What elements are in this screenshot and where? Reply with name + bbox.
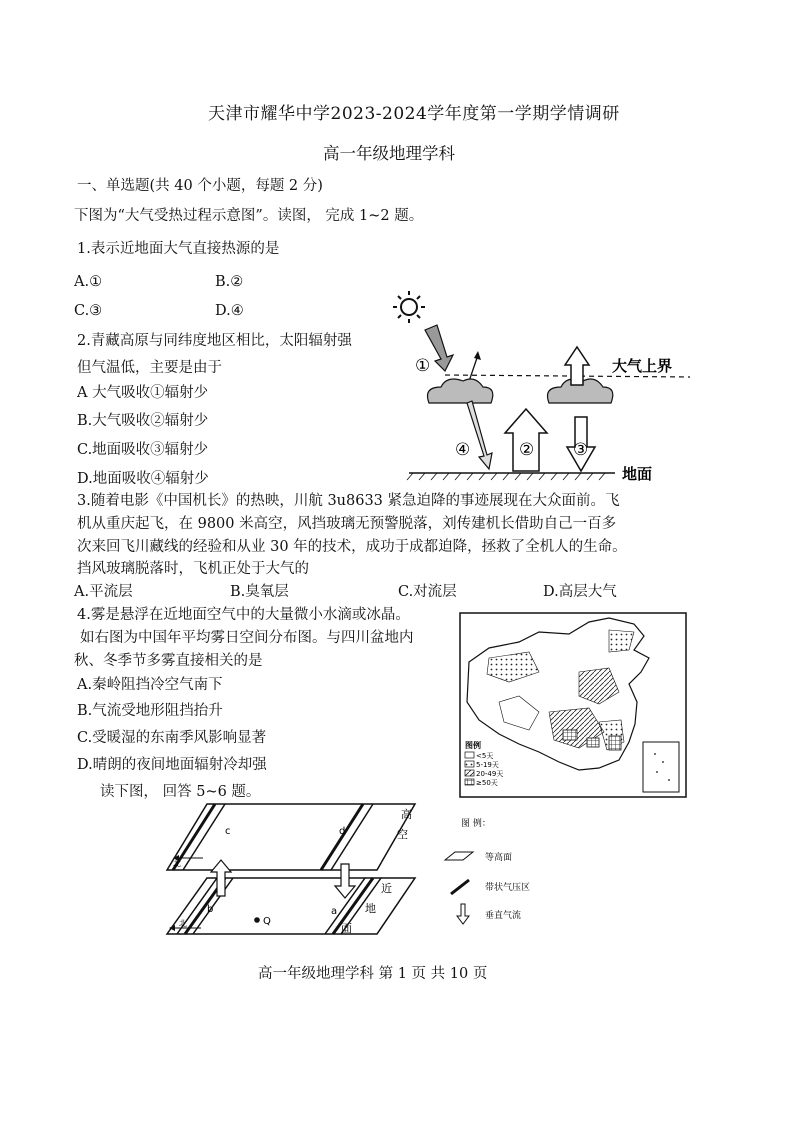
map-legend-item-3: 20-49天 [476,770,504,778]
q3-line-1: 3.随着电影《中国机长》的热映，川航 3u8633 紧急迫降的事迹展现在大众面前。飞 [77,493,620,509]
north-label-upper: 北 [173,859,181,868]
section-heading: 一、单选题(共 40 个小题，每题 2 分) [77,178,323,194]
label-1: ① [415,356,431,376]
map-legend-item-1: <5天 [476,752,494,760]
fig3-legend-item-3: 垂直气流 [485,911,522,921]
point-b: b [207,904,214,915]
north-label-lower: 北 [179,919,187,928]
map-legend-title: 图例 [465,741,481,750]
radiation-4-arrow [467,401,492,469]
china-fog-map [459,612,687,798]
near-label-1: 近 [381,882,392,895]
q4-line-3: 秋、冬季节多雾直接相关的是 [74,653,263,669]
high-label-1: 高 [401,808,412,821]
near-label-2: 地 [365,902,376,915]
map-legend-item-4: ≥50天 [476,779,498,787]
page-subtitle: 高一年级地理学科 [323,144,455,163]
q1-option-b[interactable]: B.② [215,274,244,290]
q2-option-d[interactable]: D.地面吸收④辐射少 [77,471,209,487]
map-legend-item-2: 5-19天 [476,761,499,769]
point-q: Q [263,916,271,927]
label-2: ② [519,440,535,460]
sichuan-basin-area [563,730,577,740]
point-q-marker [254,917,260,923]
q3-line-3: 次来回飞川藏线的经验和从业 30 年的技术，成功于成都迫降，拯救了全机人的生命。 [77,539,627,555]
intro-q5-6: 读下图， 回答 5~6 题。 [100,784,261,800]
page-title: 天津市耀华中学2023-2024学年度第一学期学情调研 [208,104,620,124]
fig3-legend-title: 图 例： [461,819,491,829]
fig3-legend-item-2: 带状气压区 [485,883,531,893]
point-d: d [339,826,346,837]
q3-option-d[interactable]: D.高层大气 [543,584,617,600]
q4-option-a[interactable]: A.秦岭阻挡冷空气南下 [77,677,223,693]
label-4: ④ [455,440,471,460]
point-a: a [331,906,338,917]
q4-line-1: 4.雾是悬浮在近地面空气中的大量微小水滴或冰晶。 [77,607,410,623]
q3-option-b[interactable]: B.臭氧层 [230,584,289,600]
q3-option-a[interactable]: A.平流层 [74,584,133,600]
fig3-legend-item-1: 等高面 [485,853,513,863]
intro-q1-2: 下图为“大气受热过程示意图”。读图， 完成 1~2 题。 [74,208,424,224]
page-footer: 高一年级地理学科 第 1 页 共 10 页 [258,966,488,982]
south-sea-inset [643,742,679,792]
q4-option-c[interactable]: C.受暖湿的东南季风影响显著 [77,730,267,746]
point-c: c [225,826,231,837]
q3-option-c[interactable]: C.对流层 [398,584,457,600]
upper-boundary-label: 大气上界 [612,357,673,375]
label-3: ③ [573,440,589,460]
atmosphere-heating-diagram [385,285,695,485]
q3-line-2: 机从重庆起飞，在 9800 米高空，风挡玻璃无预警脱落，刘传建机长借助自己一百多 [77,516,617,532]
ground-label: 地面 [622,465,653,483]
q2-option-b[interactable]: B.大气吸收②辐射少 [77,413,209,429]
near-label-3: 面 [341,922,352,935]
upper-boundary-line [445,375,690,377]
q2-option-c[interactable]: C.地面吸收③辐射少 [77,442,209,458]
q4-option-b[interactable]: B.气流受地形阻挡抬升 [77,703,223,719]
q1-option-a[interactable]: A.① [74,274,103,290]
isobaric-surface-diagram [155,802,555,942]
q1-option-c[interactable]: C.③ [74,303,103,319]
high-label-2: 空 [397,828,408,841]
q4-option-d[interactable]: D.晴朗的夜间地面辐射冷却强 [77,757,267,773]
q3-line-4: 挡风玻璃脱落时，飞机正处于大气的 [77,561,309,577]
q2-stem-1: 2.青藏高原与同纬度地区相比，太阳辐射强 [77,333,352,349]
q1-stem: 1.表示近地面大气直接热源的是 [77,241,280,257]
q2-stem-2: 但气温低，主要是由于 [77,360,222,376]
q1-option-d[interactable]: D.④ [215,303,244,319]
q4-line-2: 如右图为中国年平均雾日空间分布图。与四川盆地内 [80,630,414,646]
q2-option-a[interactable]: A 大气吸收①辐射少 [77,385,209,401]
cloud-left [428,379,493,403]
sun-icon [393,291,425,323]
